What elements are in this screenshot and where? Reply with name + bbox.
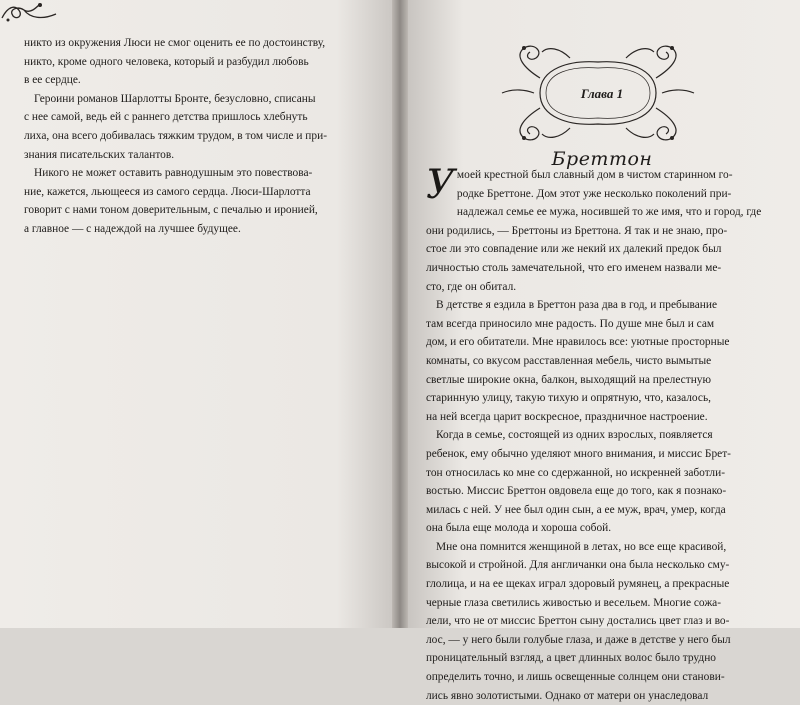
right-page-text	[426, 162, 768, 705]
chapter-title: Бреттон	[551, 148, 653, 170]
text-line: она была еще молода и хороша собой.	[426, 522, 612, 535]
text-line: дом, и его обитатели. Мне нравилось все: уютные просторные	[426, 336, 730, 349]
left-page-text	[24, 34, 374, 239]
text-line: старинную улицу, такую тихую и опрятную, что, казалось,	[426, 392, 711, 405]
text-line: ребенок, ему обычно уделяют много внимания, и миссис Брет-	[426, 447, 731, 460]
text-line: милась с ней. У нее был один сын, а ее муж, врач, умер, когда	[426, 503, 726, 516]
text-line: а главное — с надеждой на лучшее будущее.	[24, 222, 241, 235]
text-line: лиха, она всего добивалась тяжким трудом, в том числе и при-	[24, 129, 327, 142]
text-line: В детстве я ездила в Бреттон раза два в год, и пребывание	[436, 299, 717, 312]
text-line: высокой и стройной. Для англичанки она была несколько сму-	[426, 559, 730, 572]
text-line: Героини романов Шарлотты Бронте, безусловно, списаны	[34, 92, 316, 105]
chapter-label: Глава 1	[580, 86, 624, 101]
text-line: на ней всегда царит воскресное, праздничное настроение.	[426, 410, 708, 423]
book-gutter	[392, 0, 408, 628]
text-line: сто, где он обитал.	[426, 280, 517, 293]
text-line: родке Бреттоне. Дом этот уже несколько поколений при-	[456, 187, 732, 200]
text-line: комнаты, со вкусом расставленная мебель, чисто вымытые	[426, 354, 712, 367]
text-line: они родились, — Бреттоны из Бреттона. Я так и не знаю, про-	[426, 224, 728, 237]
drop-cap: У	[426, 162, 455, 208]
text-line: Никого не может оставить равнодушным это повествова-	[34, 167, 313, 180]
paragraph	[426, 296, 768, 426]
text-line: лос, — у него были голубые глаза, и даже в детстве у него был	[426, 633, 731, 646]
text-line: в ее сердце.	[24, 74, 81, 87]
paragraph	[426, 426, 768, 538]
text-line: надлежал семье ее мужа, носившей то же имя, что и город, где	[456, 206, 762, 219]
text-line: лись явно золотистыми. Однако от матери он унаследовал	[426, 689, 709, 702]
text-line: светлые широкие окна, балкон, выходящий на прелестную	[426, 373, 712, 386]
paragraph	[24, 90, 374, 164]
text-line: знания писательских талантов.	[24, 148, 175, 161]
text-line: никто из окружения Люси не смог оценить ее по достоинству,	[24, 37, 326, 49]
text-line: Мне она помнится женщиной в летах, но все еще красивой,	[436, 540, 727, 553]
corner-ornament-icon	[0, 0, 60, 26]
paragraph	[426, 162, 768, 296]
text-line: личностью столь замечательной, что его именем назвали ме-	[426, 261, 722, 274]
text-line: глолица, и на ее щеках играл здоровый румянец, а прекрасные	[426, 578, 730, 591]
text-line: черные глаза светились живостью и весельем. Многие сожа-	[426, 596, 722, 609]
text-line: говорит с нами тоном доверительным, с печалью и иронией,	[24, 204, 318, 217]
paragraph	[24, 34, 374, 90]
text-line: проницательный взгляд, а цвет длинных волос было трудно	[426, 652, 716, 665]
text-line: лели, что не от миссис Бреттон сыну достались цвет глаз и во-	[426, 615, 730, 628]
text-line: моей крестной был славный дом в чистом старинном го-	[456, 169, 733, 181]
text-line: стое ли это совпадение или же некий их далекий предок был	[426, 243, 722, 256]
text-line: Когда в семье, состоящей из одних взрослых, появляется	[436, 429, 713, 442]
text-line: никто, кроме одного человека, который и разбудил любовь	[24, 55, 309, 68]
text-line: определить точно, и лишь освещенные солнцем они станови-	[426, 671, 725, 684]
text-line: востью. Миссис Бреттон овдовела еще до того, как я познако-	[426, 485, 727, 498]
text-line: с нее самой, ведь ей с раннего детства пришлось хлебнуть	[24, 111, 308, 124]
text-line: там всегда приносило мне радость. По душе мне был и сам	[426, 317, 715, 330]
paragraph	[426, 538, 768, 705]
paragraph	[24, 164, 374, 238]
text-line: тон относилась ко мне со сдержанной, но искренней заботли-	[426, 466, 725, 479]
text-line: ние, кажется, льющееся из самого сердца. Люси-Шарлотта	[24, 185, 311, 198]
